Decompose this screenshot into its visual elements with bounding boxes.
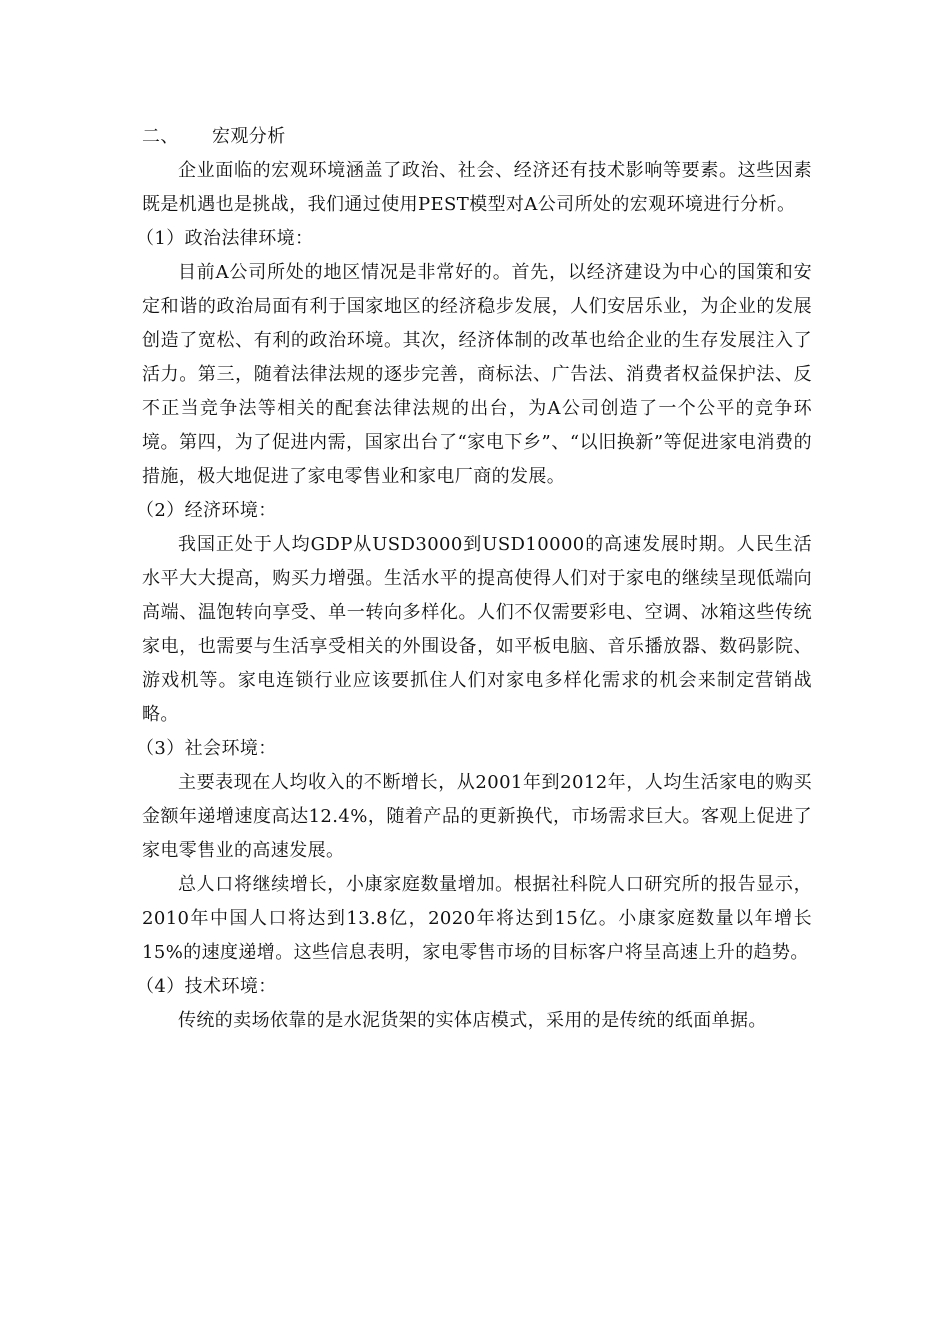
technology-heading: （4）技术环境： (136, 976, 277, 997)
section-number: 二、 (142, 126, 179, 147)
social-heading: （3）社会环境： (136, 738, 277, 759)
section-title: 宏观分析 (212, 126, 286, 147)
document-body (136, 120, 812, 1038)
section-heading (142, 120, 812, 154)
political-heading: （1）政治法律环境： (136, 228, 314, 249)
social-paragraph-income: 主要表现在人均收入的不断增长，从2001年到2012年，人均生活家电的购买金额年递增速度高达12.4%，随着产品的更新换代，市场需求巨大。客观上促进了家电零售业的高速发展。 (142, 772, 812, 861)
intro-paragraph: 企业面临的宏观环境涵盖了政治、社会、经济还有技术影响等要素。这些因素既是机遇也是挑战，我们通过使用PEST模型对A公司所处的宏观环境进行分析。 (142, 160, 812, 215)
social-paragraph-population: 总人口将继续增长，小康家庭数量增加。根据社科院人口研究所的报告显示，2010年中国人口将达到13.8亿，2020年将达到15亿。小康家庭数量以年增长15%的速度递增。这些信息表明，家电零售市场的目标客户将呈高速上升的趋势。 (142, 874, 812, 963)
economic-paragraph: 我国正处于人均GDP从USD3000到USD10000的高速发展时期。人民生活水平大大提高，购买力增强。生活水平的提高使得人们对于家电的继续呈现低端向高端、温饱转向享受、单一转向多样化。人们不仅需要彩电、空调、冰箱这些传统家电，也需要与生活享受相关的外围设备，如平板电脑、音乐播放器、数码影院、游戏机等。家电连锁行业应该要抓住人们对家电多样化需求的机会来制定营销战略。 (142, 534, 812, 725)
technology-paragraph: 传统的卖场依靠的是水泥货架的实体店模式，采用的是传统的纸面单据。 (178, 1010, 767, 1031)
economic-heading: （2）经济环境： (136, 500, 277, 521)
political-paragraph: 目前A公司所处的地区情况是非常好的。首先，以经济建设为中心的国策和安定和谐的政治局面有利于国家地区的经济稳步发展，人们安居乐业，为企业的发展创造了宽松、有利的政治环境。其次，经济体制的改革也给企业的生存发展注入了活力。第三，随着法律法规的逐步完善，商标法、广告法、消费者权益保护法、反不正当竞争法等相关的配套法律法规的出台，为A公司创造了一个公平的竞争环境。第四，为了促进内需，国家出台了“家电下乡”、“以旧换新”等促进家电消费的措施，极大地促进了家电零售业和家电厂商的发展。 (142, 262, 812, 487)
